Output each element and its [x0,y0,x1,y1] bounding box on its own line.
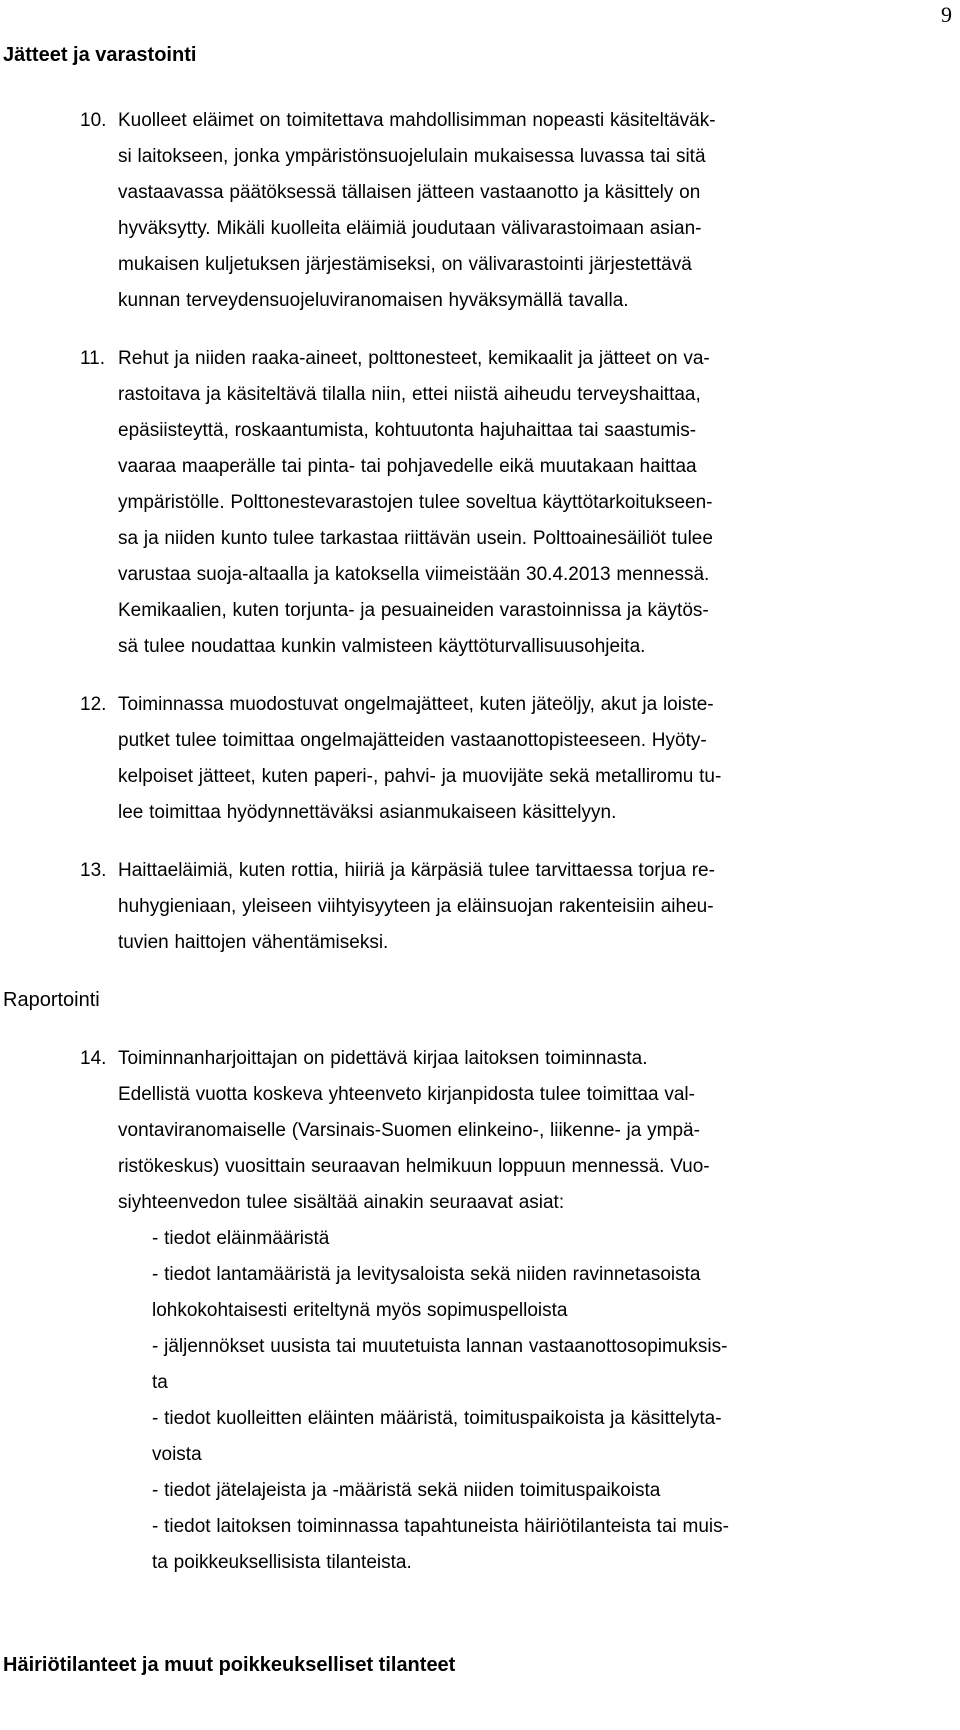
paragraph-line: lee toimittaa hyödynnettäväksi asianmukaiseen käsittelyyn. [118,802,617,823]
section-heading-jatteet: Jätteet ja varastointi [3,44,197,66]
bullet-item-continuation: voista [152,1444,202,1465]
paragraph-line: Rehut ja niiden raaka-aineet, polttonesteet, kemikaalit ja jätteet on va- [118,348,710,369]
paragraph-line: kunnan terveydensuojeluviranomaisen hyväksymällä tavalla. [118,290,629,311]
item-number: 13. [80,860,107,881]
bullet-item: - tiedot laitoksen toiminnassa tapahtuneista häiriötilanteista tai muis- [152,1516,729,1537]
paragraph-line: putket tulee toimittaa ongelmajätteiden vastaanottopisteeseen. Hyöty- [118,730,707,751]
item-number: 11. [80,348,106,369]
paragraph-line: vastaavassa päätöksessä tällaisen jätteen vastaanotto ja käsittely on [118,182,701,203]
paragraph-line: sä tulee noudattaa kunkin valmisteen käyttöturvallisuusohjeita. [118,636,646,657]
paragraph-line: sa ja niiden kunto tulee tarkastaa riittävän usein. Polttoainesäiliöt tulee [118,528,713,549]
paragraph-line: ristökeskus) vuosittain seuraavan helmikuun loppuun mennessä. Vuo- [118,1156,710,1177]
bullet-item: - tiedot kuolleitten eläinten määristä, toimituspaikoista ja käsittelyta- [152,1408,722,1429]
bullet-item-continuation: ta poikkeuksellisista tilanteista. [152,1552,412,1573]
paragraph-line: epäsiisteyttä, roskaantumista, kohtuutonta hajuhaittaa tai saastumis- [118,420,697,441]
paragraph-line: Kemikaalien, kuten torjunta- ja pesuaineiden varastoinnissa ja käytös- [118,600,709,621]
paragraph-line: Edellistä vuotta koskeva yhteenveto kirjanpidosta tulee toimittaa val- [118,1084,695,1105]
paragraph-line: Kuolleet eläimet on toimitettava mahdollisimman nopeasti käsiteltäväk- [118,110,716,131]
paragraph-line: siyhteenvedon tulee sisältää ainakin seuraavat asiat: [118,1192,565,1213]
paragraph-line: mukaisen kuljetuksen järjestämiseksi, on välivarastointi järjestettävä [118,254,692,275]
paragraph-line: huhygieniaan, yleiseen viihtyisyyteen ja eläinsuojan rakenteisiin aiheu- [118,896,714,917]
bullet-item-continuation: ta [152,1372,168,1393]
item-number: 14. [80,1048,107,1069]
paragraph-line: hyväksytty. Mikäli kuolleita eläimiä joudutaan välivarastoimaan asian- [118,218,702,239]
bullet-item: - tiedot jätelajeista ja -määristä sekä niiden toimituspaikoista [152,1480,661,1501]
section-heading-hairiotilanteet: Häiriötilanteet ja muut poikkeukselliset tilanteet [3,1654,456,1676]
page-number: 9 [941,2,952,27]
bullet-item-continuation: lohkokohtaisesti eriteltynä myös sopimuspelloista [152,1300,568,1321]
section-heading-raportointi: Raportointi [3,989,100,1011]
item-number: 12. [80,694,107,715]
paragraph-line: Haittaeläimiä, kuten rottia, hiiriä ja kärpäsiä tulee tarvittaessa torjua re- [118,860,715,881]
paragraph-line: tuvien haittojen vähentämiseksi. [118,932,389,953]
paragraph-line: si laitokseen, jonka ympäristönsuojelulain mukaisessa luvassa tai sitä [118,146,706,167]
paragraph-line: Toiminnanharjoittajan on pidettävä kirjaa laitoksen toiminnasta. [118,1048,648,1069]
item-number: 10. [80,110,107,131]
bullet-item: - tiedot eläinmääristä [152,1228,330,1249]
bullet-item: - jäljennökset uusista tai muutetuista lannan vastaanottosopimuksis- [152,1336,728,1357]
paragraph-line: vaaraa maaperälle tai pinta- tai pohjavedelle eikä muutakaan haittaa [118,456,697,477]
paragraph-line: rastoitava ja käsiteltävä tilalla niin, ettei niistä aiheudu terveyshaittaa, [118,384,701,405]
paragraph-line: ympäristölle. Polttonestevarastojen tulee soveltua käyttötarkoitukseen- [118,492,713,513]
paragraph-line: Toiminnassa muodostuvat ongelmajätteet, kuten jäteöljy, akut ja loiste- [118,694,714,715]
paragraph-line: kelpoiset jätteet, kuten paperi-, pahvi- ja muovijäte sekä metalliromu tu- [118,766,722,787]
bullet-item: - tiedot lantamääristä ja levitysaloista sekä niiden ravinnetasoista [152,1264,701,1285]
paragraph-line: vontaviranomaiselle (Varsinais-Suomen elinkeino-, liikenne- ja ympä- [118,1120,700,1141]
paragraph-line: varustaa suoja-altaalla ja katoksella viimeistään 30.4.2013 mennessä. [118,564,710,585]
